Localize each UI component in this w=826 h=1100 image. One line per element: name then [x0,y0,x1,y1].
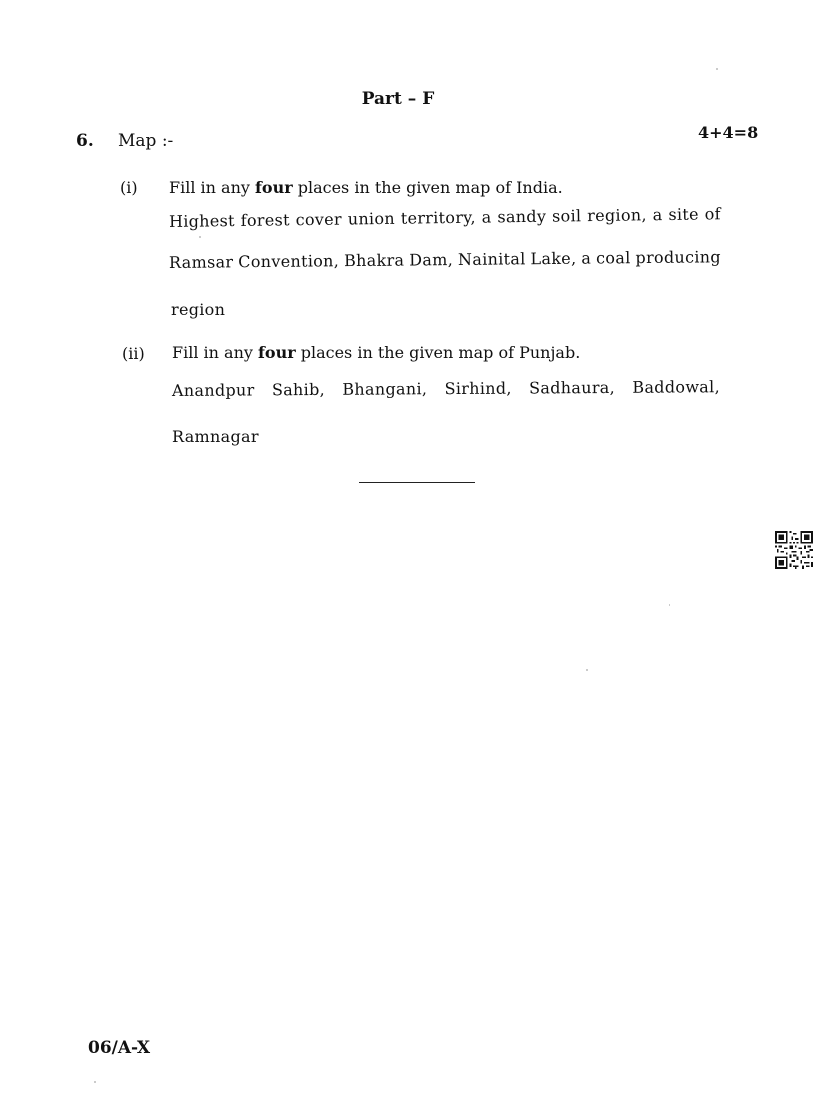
place-word: Ramsar [168,252,234,272]
place-word: coal [596,248,631,268]
place-word: soil [551,206,582,226]
place-word: region, [587,205,647,226]
place-word: Lake, [530,248,577,269]
place-word: Sadhaura, [529,377,616,398]
place-word: forest [240,210,290,230]
place-word: a [652,205,663,225]
place-word: Sahib, [271,379,326,400]
question-number: 6. [76,131,94,151]
places-line [169,247,721,272]
place-word: Highest [168,211,235,231]
place-word: of [704,204,721,224]
instruction-emphasis: four [258,343,296,362]
place-word: a [481,207,492,227]
subquestion-instruction [172,343,580,362]
place-word: Dam, [409,250,454,270]
instruction-text: Fill in any [169,178,256,197]
scan-speck [199,236,201,238]
place-word: Bhangani, [342,379,428,399]
subquestion-number: (i) [120,178,138,197]
scan-speck [669,604,670,606]
instruction-emphasis: four [255,178,293,197]
question-label: Map :- [118,131,174,151]
subquestion-number: (ii) [122,344,145,363]
place-word: a [581,248,592,268]
scan-speck [94,1081,96,1083]
qr-code-icon [775,531,813,569]
place-word: Nainital [457,249,526,269]
subquestion-instruction [169,178,563,197]
place-word: Anandpur [171,380,255,400]
scan-speck [586,669,588,671]
scan-speck [716,68,718,70]
instruction-text: places in the given map of India. [292,178,563,197]
place-word: Sirhind, [444,378,512,399]
place-word: Baddowal, [632,377,720,397]
part-title: Part – F [361,89,435,109]
question-marks: 4+4=8 [698,123,759,142]
places-line: Ramnagar [172,427,259,446]
place-word: territory, [400,207,476,228]
place-word: union [347,208,396,229]
place-word: sandy [497,206,547,227]
places-line [172,377,720,400]
end-divider [359,482,475,483]
place-word: cover [295,209,343,230]
paper-code: 06/A-X [88,1038,151,1058]
place-word: site [668,204,699,225]
place-word: Convention, [238,251,340,272]
instruction-text: Fill in any [172,343,259,362]
places-line: region [171,300,226,319]
instruction-text: places in the given map of Punjab. [295,343,581,362]
place-word: Bhakra [343,250,405,271]
places-line [169,204,721,231]
place-word: producing [635,247,721,268]
